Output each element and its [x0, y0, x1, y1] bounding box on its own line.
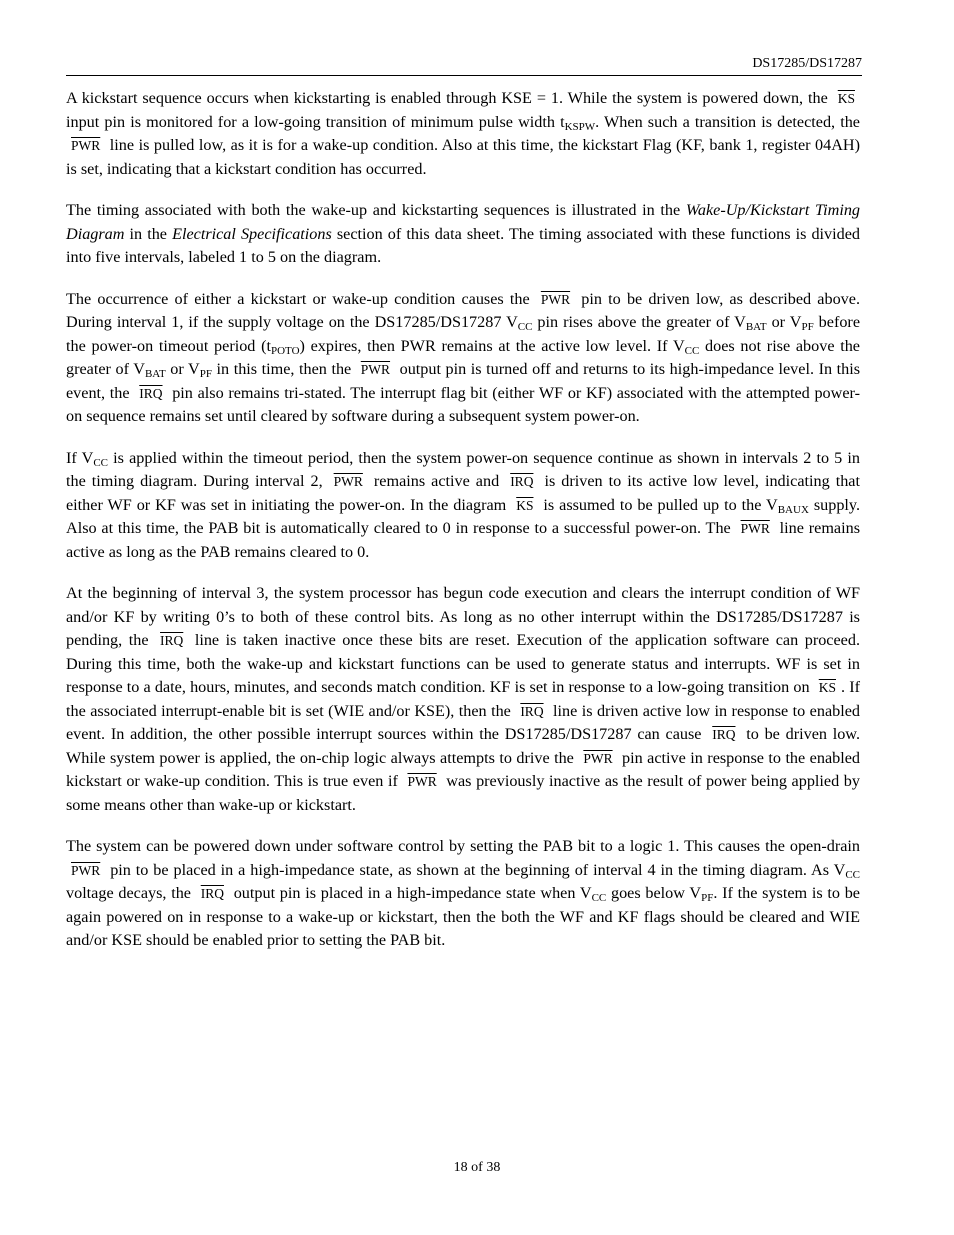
paragraph-timing: The timing associated with both the wake-up and kickstarting sequences is illustrated in the Wake-Up/Kickstart Timing Diagram in the Electrical Specifications section of this data sheet. The timing associated with these functions is divided into five intervals, labeled 1 to 5 on the diagram. — [66, 201, 861, 266]
signal-ks: $\overline{KS}$ — [837, 91, 855, 106]
page-number: 18 of 38 — [453, 1160, 501, 1175]
header-rule — [66, 75, 862, 76]
signal-pwr: $\overline{PWR}$ — [583, 750, 613, 766]
paragraph-interval-1: The occurrence of either a kickstart or wake-up condition causes the $\overline{PWR}$ pin to be driven low, as described above. During interval 1, if the supply voltage on the DS17285/DS17287 $V_{CC}$ pin rises above the greater of $V_{BAT}$ or $V_{PF}$ before the power-on timeout period $(t_{POTO})$ expires, then PWR remains at the active low level. If $V_{CC}$ does not rise above the greater of $V_{BAT}$ or $V_{PF}$ in this time, then the $\overline{PWR}$ output pin is turned off and returns to its high-impedance level. In this event, the $\overline{IRQ}$ pin also remains tri-stated. The interrupt flag bit (either WF or KF) associated with the attempted power-on sequence remains set until cleared by software during a subsequent system power-on. — [66, 289, 861, 425]
signal-pwr: $\overline{PWR}$ — [360, 362, 391, 377]
paragraph-kickstart-sequence: A kickstart sequence occurs when kickstarting is enabled through KSE = 1. While the system is powered down, the $\overline{KS}$ input pin is monitored for a low-going transition of minimum pulse width $t_{KSPW}$. When such a transition is detected, the $\overline{PWR}$ line is pulled low, as it is for a wake-up condition. Also at this time, the kickstart Flag (KF, bank 1, register 04AH) is set, indicating that a kickstart condition has occurred. — [66, 89, 860, 178]
body-text — [66, 87, 860, 971]
signal-irq: $\overline{IRQ}$ — [712, 727, 736, 742]
signal-ks: $\overline{KS}$ — [516, 497, 534, 513]
signal-irq: $\overline{IRQ}$ — [200, 886, 224, 901]
signal-pwr: $\overline{PWR}$ — [333, 474, 363, 489]
signal-pwr: $\overline{PWR}$ — [540, 291, 571, 307]
signal-pwr: $\overline{PWR}$ — [740, 521, 770, 536]
signal-irq: $\overline{IRQ}$ — [139, 385, 163, 401]
paragraph-interval-3: At the beginning of interval 3, the system processor has begun code execution and clears the interrupt condition of WF and/or KF by writing 0’s to both of these control bits. As long as no other interrupt within the DS17285/DS17287 is pending, the $\overline{IRQ}$ line is taken inactive once these bits are reset. Execution of the application software can proceed. During this time, both the wake-up and kickstart functions can be used to generate status and interrupts. WF is set in response to a date, hours, minutes, and seconds match condition. KF is set in response to a low-going transition on $\overline{KS}$ . If the associated interrupt-enable bit is set (WIE and/or KSE), then the $\overline{IRQ}$ line is driven active low in response to enabled event. In addition, the other possible interrupt sources within the DS17285/DS17287 can cause $\overline{IRQ}$ to be driven low. While system power is applied, the on-chip logic always attempts to drive the $\overline{PWR}$ pin active in response to the enabled kickstart or wake-up condition. This is true even if $\overline{PWR}$ was previously inactive as the result of power being applied by some means other than wake-up or kickstart. — [66, 584, 860, 814]
signal-pwr: $\overline{PWR}$ — [407, 774, 437, 789]
document-header: DS17285/DS17287 — [752, 56, 862, 71]
signal-ks: $\overline{KS}$ — [818, 680, 836, 695]
signal-pwr: $\overline{PWR}$ — [71, 862, 101, 878]
signal-pwr: $\overline{PWR}$ — [71, 138, 101, 153]
paragraph-interval-2: If $V_{CC}$ is applied within the timeout period, then the system power-on sequence continue as shown in intervals 2 to 5 in the timing diagram. During interval 2, $\overline{PWR}$ remains active and $\overline{IRQ}$ is driven to its active low level, indicating that either WF or KF was set in initiating the power-on. In the diagram $\overline{KS}$ is assumed to be pulled up to the $V_{BAUX}$ supply. Also at this time, the PAB bit is automatically cleared to 0 in response to a successful power-on. The $\overline{PWR}$ line remains active as long as the PAB remains cleared to 0. — [66, 448, 861, 561]
paragraph-power-down: The system can be powered down under software control by setting the PAB bit to a logic 1. This causes the open-drain $\overline{PWR}$ pin to be placed in a high-impedance state, as shown at the beginning of interval 4 in the timing diagram. As $V_{CC}$ voltage decays, the $\overline{IRQ}$ output pin is placed in a high-impedance state when $V_{CC}$ goes below $V_{PF}$. If the system is to be again powered on in response to a wake-up or kickstart, then the both the WF and KF flags should be cleared and WIE and/or KSE should be enabled prior to setting the PAB bit. — [66, 837, 860, 949]
signal-irq: $\overline{IRQ}$ — [160, 633, 184, 648]
signal-irq: $\overline{IRQ}$ — [520, 703, 544, 719]
signal-irq: $\overline{IRQ}$ — [510, 474, 534, 489]
